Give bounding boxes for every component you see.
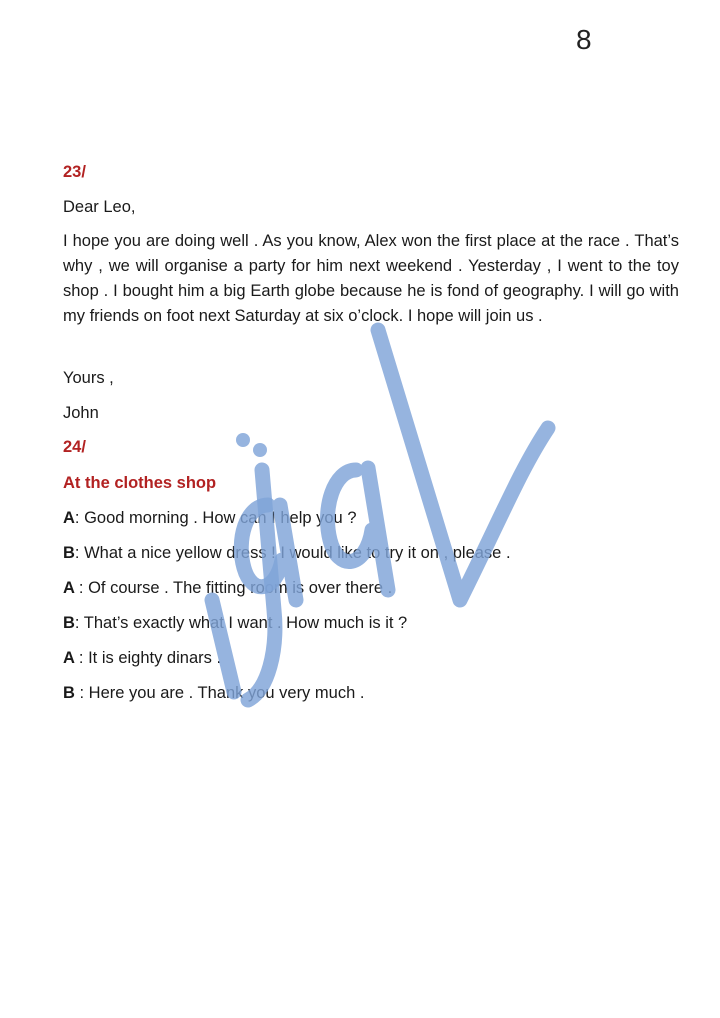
speaker-separator: : — [79, 684, 89, 702]
letter-closing: Yours , — [63, 369, 114, 387]
speaker-label: B — [63, 684, 80, 702]
dialogue-text: Good morning . How can I help you ? — [84, 509, 357, 527]
dialogue-text: Here you are . Thank you very much . — [88, 684, 365, 702]
dialogue-text: That’s exactly what I want . How much is it ? — [83, 614, 408, 632]
dialogue-text: Of course . The fitting room is over there . — [88, 579, 393, 597]
letter-signature: John — [63, 404, 99, 422]
watermark-dot-2 — [253, 443, 267, 457]
speaker-separator: : — [78, 649, 89, 667]
dialogue-line — [63, 683, 364, 703]
dialogue-title: At the clothes shop — [63, 474, 217, 492]
speaker-label: A — [63, 509, 75, 527]
watermark-dot-1 — [236, 433, 250, 447]
dialogue-line — [63, 543, 511, 563]
speaker-label: A — [63, 649, 79, 667]
dialogue-line — [63, 578, 392, 598]
letter-body: I hope you are doing well . As you know, Alex won the first place at the race . That’s why , we will organise a party for him next weekend . Yesterday , I went to the toy shop . I bought him a big Earth globe because he is fond of geography. I will go with my friends on foot next Saturday at six o’clock. I hope will join us . — [63, 232, 679, 325]
speaker-label: B — [63, 544, 75, 562]
speaker-label: B — [63, 614, 75, 632]
exercise-24-number: 24/ — [63, 438, 86, 456]
dialogue-text: It is eighty dinars . — [88, 649, 222, 667]
page-number: 8 — [576, 24, 592, 55]
exercise-23-number: 23/ — [63, 163, 86, 181]
speaker-separator: : — [78, 579, 89, 597]
speaker-separator: : — [74, 544, 85, 562]
speaker-label: A — [63, 579, 79, 597]
speaker-separator: : — [74, 614, 84, 632]
dialogue-line — [63, 613, 407, 633]
dialogue-text: What a nice yellow dress ! I would like to try it on , please . — [84, 544, 511, 562]
dialogue-line — [63, 648, 221, 668]
speaker-separator: : — [74, 509, 85, 527]
dialogue-line — [63, 508, 357, 528]
letter-salutation: Dear Leo, — [63, 198, 136, 216]
watermark-stroke-a2 — [328, 468, 388, 590]
